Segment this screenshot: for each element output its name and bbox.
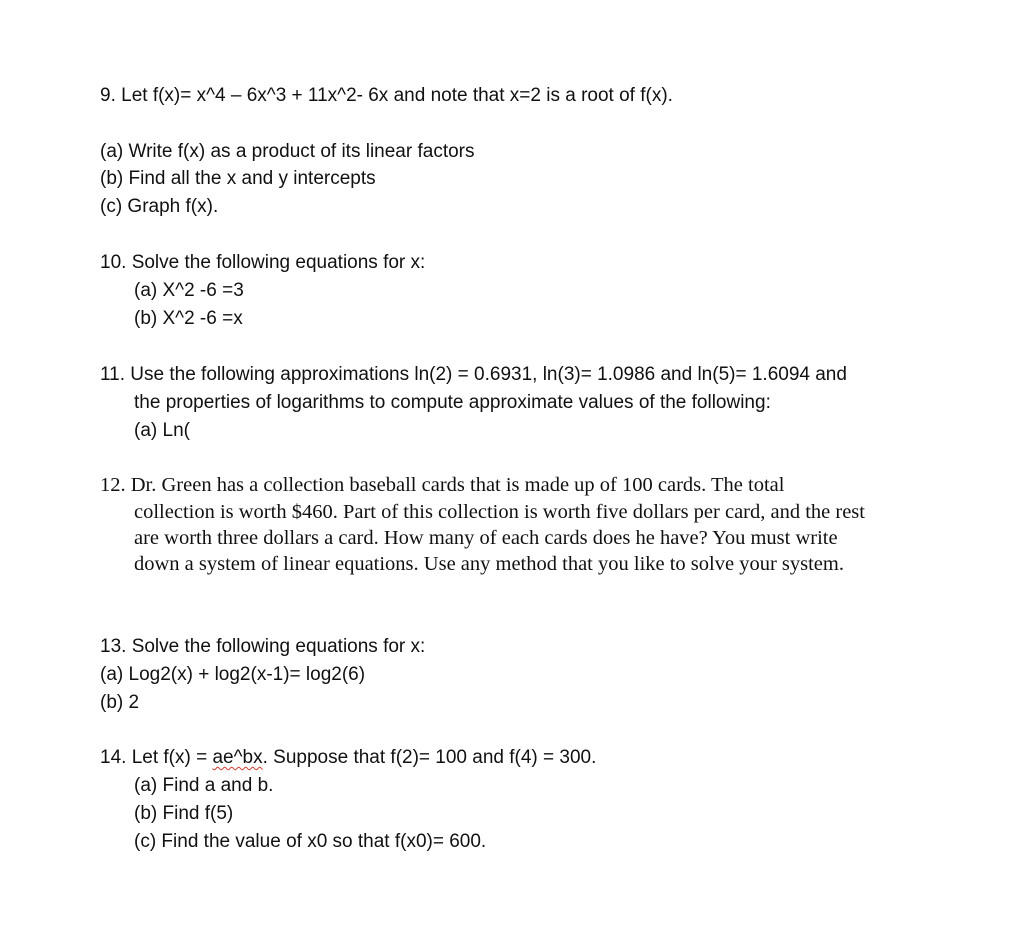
question-14-stem-prefix: 14. Let f(x) =: [100, 747, 213, 768]
question-12-line-3: are worth three dollars a card. How many of each cards does he have? You must write: [134, 527, 838, 549]
spellcheck-flagged-word: ae^bx: [212, 747, 263, 768]
question-9-part-b: (b) Find all the x and y intercepts: [100, 168, 376, 189]
question-11-line-2: the properties of logarithms to compute approximate values of the following:: [134, 392, 771, 413]
question-14-part-b: (b) Find f(5): [134, 803, 234, 824]
question-14-stem: [100, 748, 596, 767]
question-14-part-a: (a) Find a and b.: [134, 775, 274, 796]
question-10-stem: 10. Solve the following equations for x:: [100, 252, 426, 273]
question-13-part-a: (a) Log2(x) + log2(x-1)= log2(6): [100, 664, 366, 685]
question-9-part-a: (a) Write f(x) as a product of its linear factors: [100, 141, 475, 162]
question-11-line-1: 11. Use the following approximations ln(2) = 0.6931, ln(3)= 1.0986 and ln(5)= 1.6094 and: [100, 364, 847, 385]
question-10-part-a: (a) X^2 -6 =3: [134, 280, 244, 301]
question-12-line-2: collection is worth $460. Part of this collection is worth five dollars per card, and the rest: [134, 501, 865, 523]
question-12-line-4: down a system of linear equations. Use any method that you like to solve your system.: [134, 553, 844, 575]
question-9-stem: 9. Let f(x)= x^4 – 6x^3 + 11x^2- 6x and note that x=2 is a root of f(x).: [100, 85, 673, 106]
question-14-part-c: (c) Find the value of x0 so that f(x0)= 600.: [134, 831, 487, 852]
question-10-part-b: (b) X^2 -6 =x: [134, 308, 243, 329]
question-13-stem: 13. Solve the following equations for x:: [100, 636, 426, 657]
question-14-stem-suffix: . Suppose that f(2)= 100 and f(4) = 300.: [262, 747, 597, 768]
question-11-part-a: (a) Ln(: [134, 420, 190, 441]
question-9-part-c: (c) Graph f(x).: [100, 196, 219, 217]
question-12-line-1: 12. Dr. Green has a collection baseball cards that is made up of 100 cards. The total: [100, 474, 785, 496]
question-13-part-b: (b) 2: [100, 692, 140, 713]
